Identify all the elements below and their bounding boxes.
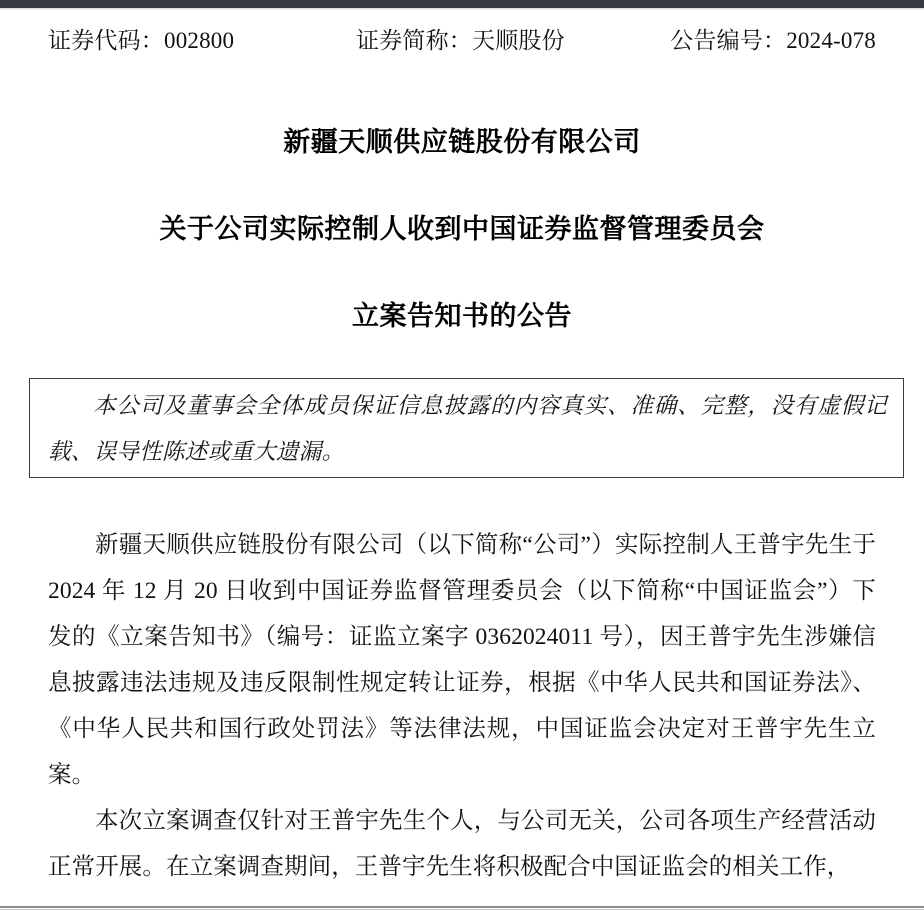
- body-paragraph-1: 新疆天顺供应链股份有限公司（以下简称“公司”）实际控制人王普宇先生于 2024 年 12 月 20 日收到中国证券监督管理委员会（以下简称“中国证监会”）下发的《立案告知书》（编号：证监立案字 0362024011 号），因王普宇先生涉嫌信息披露违法违规及违反限制性规定转让证券，根据《中华人民共和国证券法》、《中华人民共和国行政处罚法》等法律法规，中国证监会决定对王普宇先生立案。: [48, 532, 876, 788]
- body-paragraph-2: 本次立案调查仅针对王普宇先生个人，与公司无关，公司各项生产经营活动正常开展。在立案调查期间，王普宇先生将积极配合中国证监会的相关工作，: [48, 808, 876, 880]
- disclaimer-text: 本公司及董事会全体成员保证信息披露的内容真实、准确、完整，没有虚假记载、误导性陈述或重大遗漏。: [48, 393, 887, 464]
- top-chrome-bar: [0, 0, 924, 8]
- announcement-number-field: 公告编号：2024-078: [670, 28, 876, 53]
- title-document-type: 立案告知书的公告: [352, 301, 572, 332]
- document-header-meta: [48, 24, 876, 58]
- security-short-name-field: 证券简称：天顺股份: [356, 28, 565, 53]
- document-title-block: [0, 120, 924, 333]
- document-body: [48, 522, 876, 890]
- document-page: [0, 10, 924, 907]
- security-code-field: 证券代码：002800: [48, 28, 235, 53]
- bottom-divider: [0, 906, 924, 908]
- title-company-name: 新疆天顺供应链股份有限公司: [283, 127, 641, 158]
- disclaimer-box: [29, 378, 904, 478]
- title-subject-line: 关于公司实际控制人收到中国证券监督管理委员会: [159, 214, 765, 245]
